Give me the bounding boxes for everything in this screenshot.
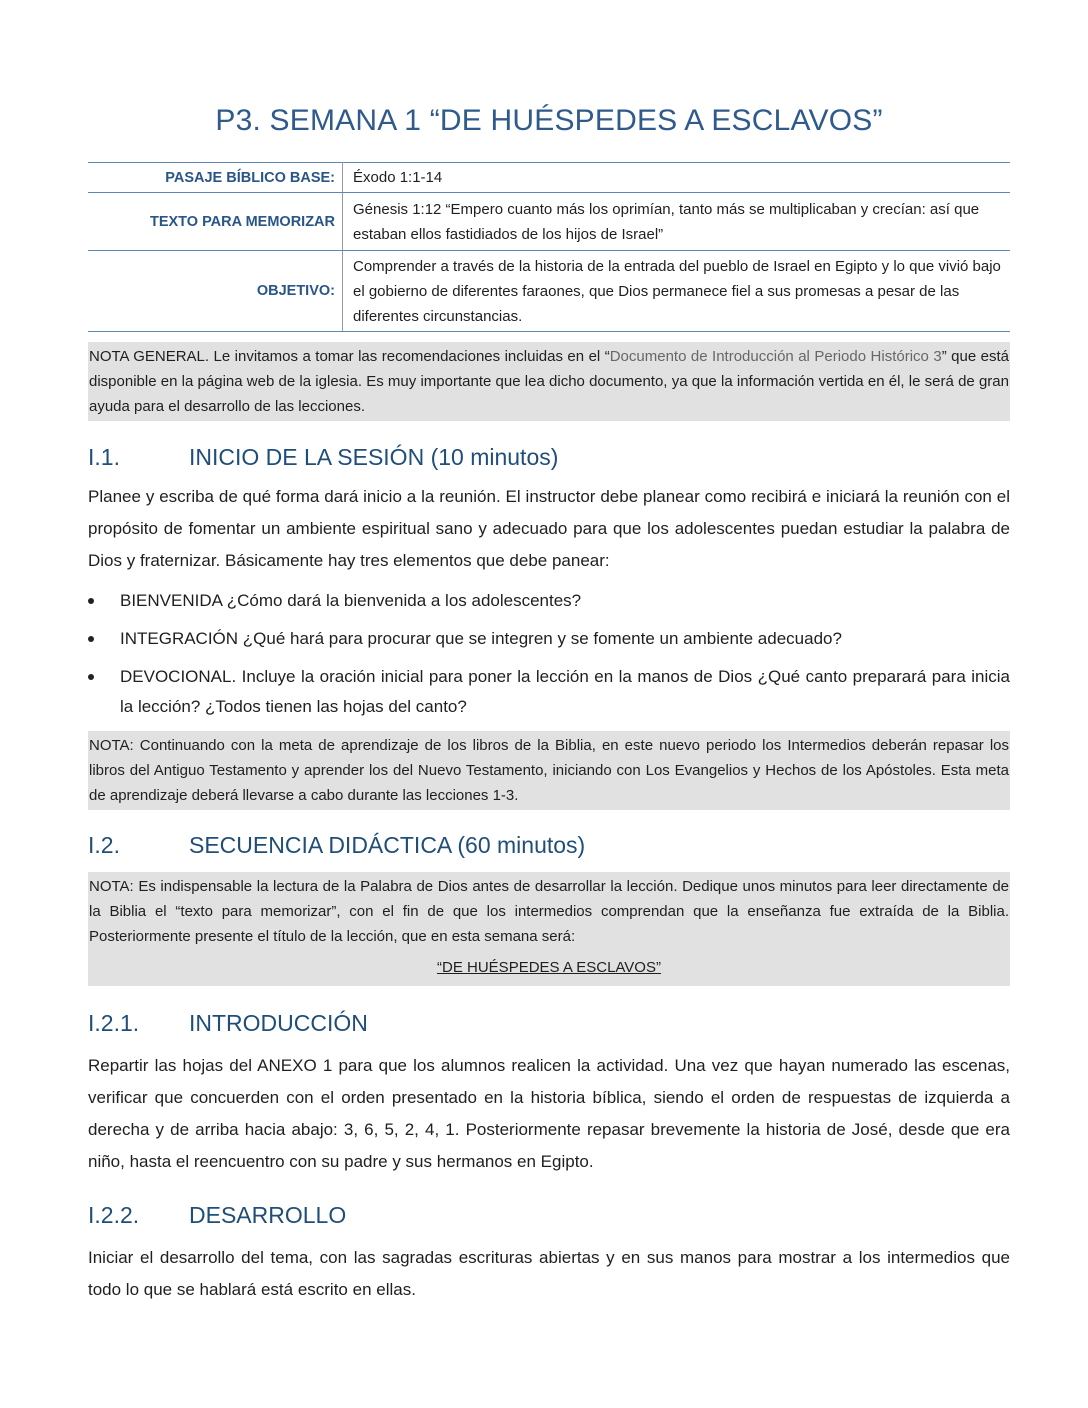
memorize-value: Génesis 1:12 “Empero cuanto más los oprimían, tanto más se multiplicaban y crecían: así que estaban ellos fastidiados de los hijos de Israel” xyxy=(343,193,1011,251)
bullet-icon xyxy=(88,674,94,680)
reading-note-text: NOTA: Es indispensable la lectura de la Palabra de Dios antes de desarrollar la lección. Dedique unos minutos para leer directamente de la Biblia el “texto para memorizar”, con el fin de que los intermedios comprendan que la enseñanza fue extraída de la Biblia. Posteriormente presente el título de la lección, que en esta semana será: xyxy=(89,878,1009,945)
list-item xyxy=(88,586,1010,616)
memorize-row xyxy=(88,193,1010,251)
list-item xyxy=(88,624,1010,654)
section-heading-inicio xyxy=(88,444,558,471)
passage-value: Éxodo 1:1-14 xyxy=(343,163,1011,193)
bullet-icon xyxy=(88,598,94,604)
introduccion-paragraph: Repartir las hojas del ANEXO 1 para que los alumnos realicen la actividad. Una vez que hayan numerado las escenas, verificar que concuerden con el orden presentado en la historia bíblica, siendo el orden de respuestas de izquierda a derecha y de arriba hacia abajo: 3, 6, 5, 2, 4, 1. Posteriormente repasar brevemente la historia de José, desde que era niño, hasta el reencuentro con su padre y sus hermanos en Egipto. xyxy=(88,1056,1010,1171)
section-title: INTRODUCCIÓN xyxy=(189,1010,368,1036)
section-heading-introduccion xyxy=(88,1010,368,1037)
bullet-icon xyxy=(88,636,94,642)
section-heading-desarrollo xyxy=(88,1202,346,1229)
inicio-paragraph: Planee y escriba de qué forma dará inicio a la reunión. El instructor debe planear como recibirá e iniciará la reunión con el propósito de fomentar un ambiente espiritual sano y adecuado para que los adolescentes puedan estudiar la palabra de Dios y fraternizar. Básicamente hay tres elementos que debe panear: xyxy=(88,487,1010,570)
memorize-label: TEXTO PARA MEMORIZAR xyxy=(88,193,343,251)
objective-value: Comprender a través de la historia de la entrada del pueblo de Israel en Egipto y lo que vivió bajo el gobierno de diferentes faraones, que Dios permanece fiel a sus promesas a pesar de las diferentes circunstancias. xyxy=(343,251,1011,332)
general-note-text-end: ” que está disponible en la página web de la iglesia. Es muy importante que lea dicho documento, ya que la información vertida en él, le será de gran ayuda para el desarrollo de las lecciones. xyxy=(89,348,1009,415)
section-title: INICIO DE LA SESIÓN (10 minutos) xyxy=(189,444,559,470)
lesson-title-line xyxy=(89,955,1009,980)
list-item-text: INTEGRACIÓN ¿Qué hará para procurar que se integren y se fomente un ambiente adecuado? xyxy=(120,629,842,648)
section-heading-secuencia xyxy=(88,832,585,859)
passage-label: PASAJE BÍBLICO BASE: xyxy=(88,163,343,193)
desarrollo-paragraph: Iniciar el desarrollo del tema, con las sagradas escrituras abiertas y en sus manos para mostrar a los intermedios que todo lo que se hablará está escrito en ellas. xyxy=(88,1248,1010,1299)
section-number: I.2.1. xyxy=(88,1010,140,1036)
list-item xyxy=(88,662,1010,722)
section-title: SECUENCIA DIDÁCTICA (60 minutos) xyxy=(189,832,586,858)
section-number: I.2.2. xyxy=(88,1202,140,1228)
lesson-title: “DE HUÉSPEDES A ESCLAVOS” xyxy=(437,959,661,976)
section-number: I.1. xyxy=(88,444,120,470)
section-number: I.2. xyxy=(88,832,120,858)
inicio-bullet-list xyxy=(88,586,1010,730)
general-note xyxy=(88,342,1010,421)
page-title: P3. SEMANA 1 “DE HUÉSPEDES A ESCLAVOS” xyxy=(215,104,883,137)
general-note-text: NOTA GENERAL. Le invitamos a tomar las recomendaciones incluidas en el “ xyxy=(89,348,610,365)
section-title: DESARROLLO xyxy=(189,1202,347,1228)
objective-row xyxy=(88,251,1010,332)
books-note: NOTA: Continuando con la meta de aprendizaje de los libros de la Biblia, en este nuevo periodo los Intermedios deberán repasar los libros del Antiguo Testamento y aprender los del Nuevo Testamento, iniciando con Los Evangelios y Hechos de los Apóstoles. Esta meta de aprendizaje deberá llevarse a cabo durante las lecciones 1-3. xyxy=(88,731,1010,810)
reading-note xyxy=(88,872,1010,986)
list-item-text: DEVOCIONAL. Incluye la oración inicial para poner la lección en la manos de Dios ¿Qué canto preparará para inicia la lección? ¿Todos tienen las hojas del canto? xyxy=(120,667,1010,716)
passage-row xyxy=(88,163,1010,193)
intro-document-link[interactable]: Documento de Introducción al Periodo Histórico 3 xyxy=(609,348,942,365)
lesson-info-table xyxy=(88,162,1010,332)
list-item-text: BIENVENIDA ¿Cómo dará la bienvenida a los adolescentes? xyxy=(120,591,582,610)
objective-label: OBJETIVO: xyxy=(88,251,343,332)
